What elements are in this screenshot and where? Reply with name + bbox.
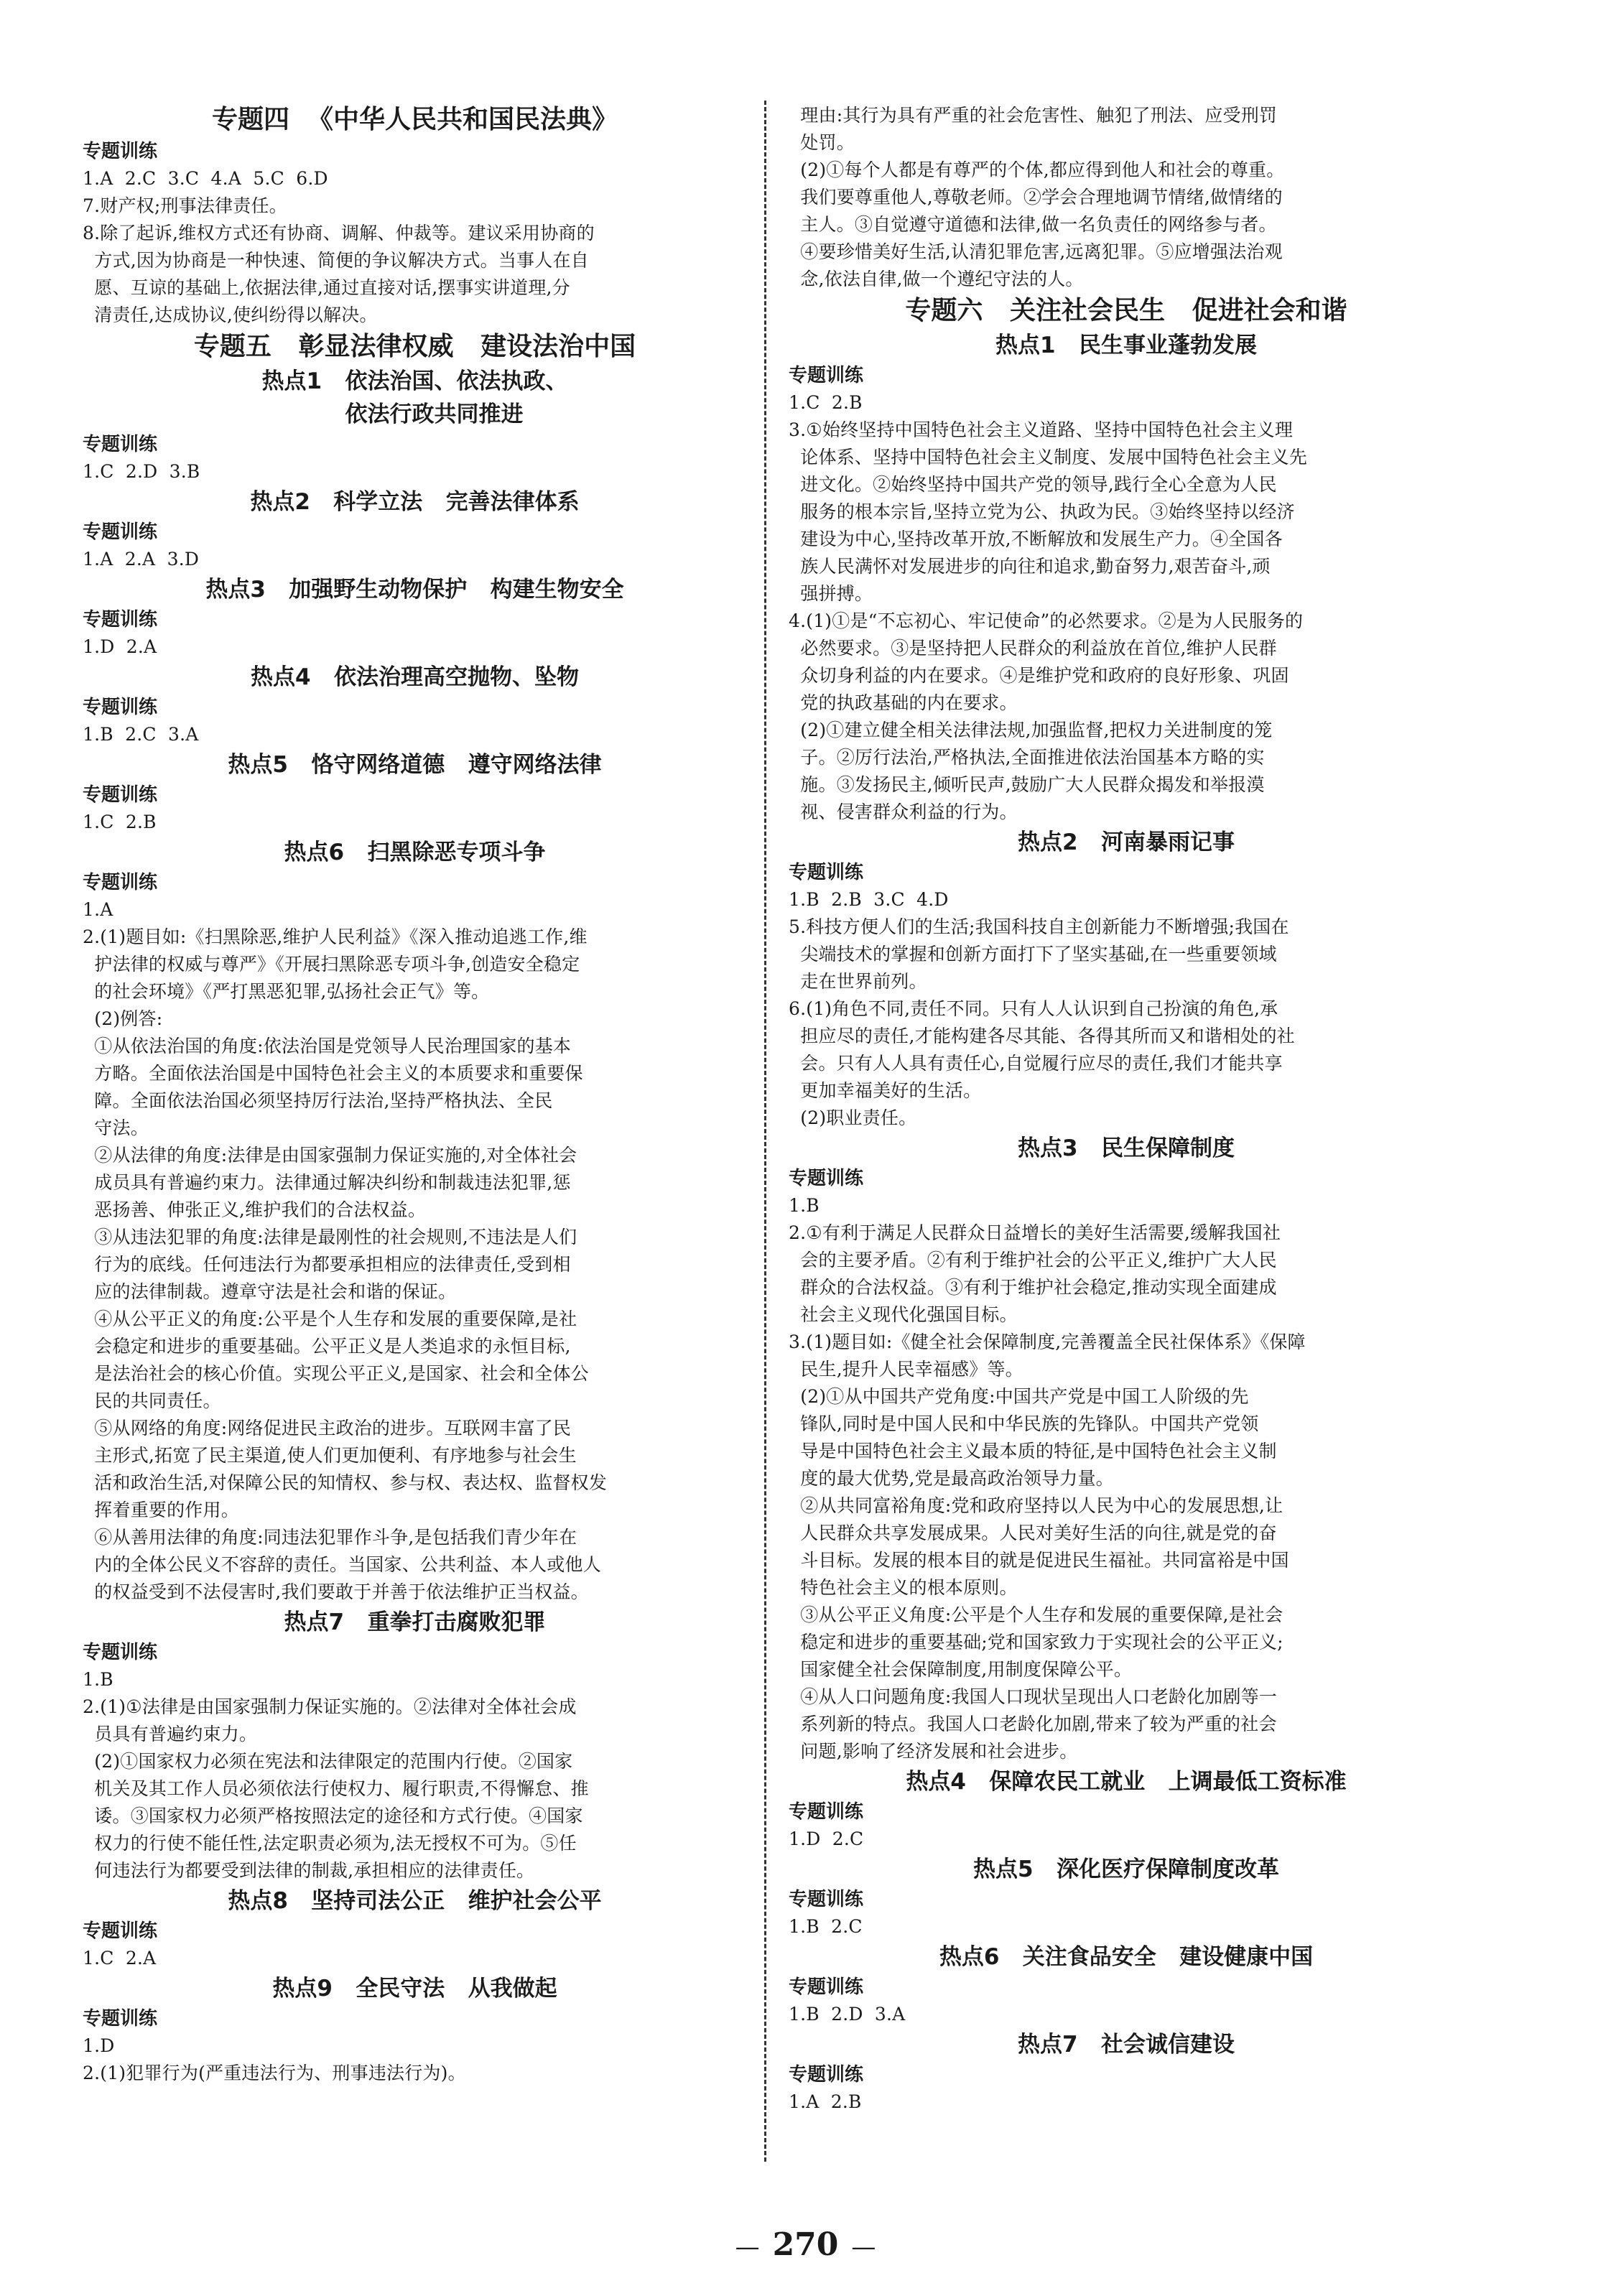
- section-label: 专题训练: [83, 872, 158, 893]
- answer-text: 1.B 2.D 3.A: [789, 2004, 906, 2025]
- section-label: 专题训练: [789, 1168, 864, 1189]
- column-divider: [764, 101, 766, 2162]
- answer-text: 1.D 2.(1)犯罪行为(严重违法行为、刑事违法行为)。: [83, 2035, 466, 2083]
- hotspot-heading: 热点4 依法治理高空抛物、坠物: [251, 664, 579, 690]
- answer-text: 1.B 2.(1)①法律是由国家强制力保证实施的。②法律对全体社会成 员具有普遍约束力。 (2)①国家权力必须在宪法和法律限定的范围内行使。②国家 机关及其工作人员必须依法行使权力、履行职责,不得懈怠、推 诿。③国家权力必须严格按照法定的途径和方式行使。④国家 权力的行使不能任性,法定职责必须为,法无授权不可为。⑤任 何违法行为都要受到法律的制裁,承担相应的法律责任。: [83, 1669, 589, 1881]
- section-label: 专题训练: [83, 434, 158, 455]
- section-label: 专题训练: [789, 2064, 864, 2086]
- section-label: 专题训练: [83, 2008, 158, 2030]
- answer-text: 1.A 2.(1)题目如:《扫黑除恶,维护人民利益》《深入推动追逃工作,维 护法律的权威与尊严》《开展扫黑除恶专项斗争,创造安全稳定 的社会环境》《严打黑恶犯罪,弘扬社会正气》等。 (2)例答: ①从依法治国的角度:依法治国是党领导人民治理国家的基本 方略。全面依法治国是中国特色社会主义的本质要求和重要保 障。全面依法治国必须坚持厉行法治,坚持严格执法、全民 守法。 ②从法律的角度:法律是由国家强制力保证实施的,对全体社会 成员具有普遍约束力。法律通过解决纠纷和制裁违法犯罪,惩 恶扬善、伸张正义,维护我们的合法权益。 ③从违法犯罪的角度:法律是最刚性的社会规则,不违法是人们 行为的底线。任何违法行为都要承担相应的法律责任,受到相 应的法律制裁。遵章守法是社会和谐的保证。 ④从公平正义的角度:公平是个人生存和发展的重要保障,是社 会稳定和进步的重要基础。公平正义是人类追求的永恒目标, 是法治社会的核心价值。实现公平正义,是国家、社会和全体公 民的共同责任。 ⑤从网络的角度:网络促进民主政治的进步。互联网丰富了民 主形式,拓宽了民主渠道,使人们更加便利、有序地参与社会生 活和政治生活,对保障公民的知情权、参与权、表达权、监督权发 挥着重要的作用。 ⑥从善用法律的角度:同违法犯罪作斗争,是包括我们青少年在 内的全体公民义不容辞的责任。当国家、公共利益、本人或他人 的权益受到不法侵害时,我们要敢于并善于依法维护正当权益。: [83, 899, 608, 1602]
- topic-heading: 专题五 彰显法律权威 建设法治中国: [193, 332, 636, 361]
- page-number: 270: [772, 2226, 839, 2263]
- hotspot-heading: 热点7 社会诚信建设: [1018, 2032, 1235, 2058]
- answer-text: 1.B 2.①有利于满足人民群众日益增长的美好生活需要,缓解我国社 会的主要矛盾。②有利于维护社会的公平正义,维护广大人民 群众的合法权益。③有利于维护社会稳定,推动实现全面建成 社会主义现代化强国目标。 3.(1)题目如:《健全社会保障制度,完善覆盖全民社保体系》《保障 民生,提升人民幸福感》等。 (2)①从中国共产党角度:中国共产党是中国工人阶级的先 锋队,同时是中国人民和中华民族的先锋队。中国共产党领 导是中国特色社会主义最本质的特征,是中国特色社会主义制 度的最大优势,党是最高政治领导力量。 ②从共同富裕角度:党和政府坚持以人民为中心的发展思想,让 人民群众共享发展成果。人民对美好生活的向往,就是党的奋 斗目标。发展的根本目的就是促进民生福祉。共同富裕是中国 特色社会主义的根本原则。 ③从公平正义角度:公平是个人生存和发展的重要保障,是社会 稳定和进步的重要基础;党和国家致力于实现社会的公平正义; 国家健全社会保障制度,用制度保障公平。 ④从人口问题角度:我国人口现状呈现出人口老龄化加剧等一 系列新的特点。我国人口老龄化加剧,带来了较为严重的社会 问题,影响了经济发展和社会进步。: [789, 1195, 1306, 1762]
- hotspot-heading: 热点1 民生事业蓬勃发展: [995, 333, 1257, 358]
- section-label: 专题训练: [789, 365, 864, 386]
- answer-text: 1.D 2.A: [83, 636, 157, 657]
- hotspot-heading: 热点6 关注食品安全 建设健康中国: [939, 1944, 1314, 1970]
- answer-text: 1.A 2.C 3.C 4.A 5.C 6.D 7.财产权;刑事法律责任。 8.除了起诉,维权方式还有协商、调解、仲裁等。建议采用协商的 方式,因为协商是一种快速、简便的争议解决方式。当事人在自 愿、互谅的基础上,依据法律,通过直接对话,摆事实讲道理,分 清责任,达成协议,使纠纷得以解决。: [83, 168, 595, 325]
- topic-heading: 专题四 《中华人民共和国民法典》: [211, 105, 618, 134]
- answer-text: 1.C 2.D 3.B: [83, 461, 200, 482]
- section-label: 专题训练: [83, 1920, 158, 1942]
- answer-text: 1.A 2.B: [789, 2091, 862, 2112]
- section-label: 专题训练: [83, 521, 158, 543]
- hotspot-heading: 热点2 科学立法 完善法律体系: [250, 489, 580, 515]
- page-number-dash-left: —: [735, 2233, 760, 2262]
- section-label: 专题训练: [789, 1976, 864, 1998]
- section-label: 专题训练: [83, 784, 158, 806]
- hotspot-heading: 热点1 依法治国、依法执政、 依法行政共同推进: [261, 368, 568, 427]
- page-number-dash-right: —: [851, 2233, 876, 2262]
- section-label: 专题训练: [83, 609, 158, 631]
- hotspot-heading: 热点4 保障农民工就业 上调最低工资标准: [906, 1769, 1347, 1795]
- answer-text: 理由:其行为具有严重的社会危害性、触犯了刑法、应受刑罚 处罚。 (2)①每个人都是有尊严的个体,都应得到他人和社会的尊重。 我们要尊重他人,尊敬老师。②学会合理地调节情绪,做情绪的 主人。③自觉遵守道德和法律,做一名负责任的网络参与者。 ④要珍惜美好生活,认清犯罪危害,远离犯罪。⑤应增强法治观 念,依法自律,做一个遵纪守法的人。: [800, 105, 1285, 289]
- left-column: [83, 102, 747, 2087]
- section-label: 专题训练: [789, 862, 864, 883]
- right-column: [789, 102, 1464, 2116]
- hotspot-heading: 热点8 坚持司法公正 维护社会公平: [228, 1888, 602, 1914]
- page-number-footer: [0, 2226, 1611, 2263]
- section-label: 专题训练: [83, 1642, 158, 1663]
- answer-text: 1.B 2.B 3.C 4.D 5.科技方便人们的生活;我国科技自主创新能力不断增强;我国在 尖端技术的掌握和创新方面打下了坚实基础,在一些重要领域 走在世界前列。 6.(1)角色不同,责任不同。只有人人认识到自己扮演的角色,承 担应尽的责任,才能构建各尽其能、各得其所而又和谐相处的社 会。只有人人具有责任心,自觉履行应尽的责任,我们才能共享 更加幸福美好的生活。 (2)职业责任。: [789, 889, 1295, 1128]
- section-label: 专题训练: [83, 697, 158, 718]
- answer-text: 1.B 2.C 3.A: [83, 724, 199, 745]
- hotspot-heading: 热点3 民生保障制度: [1018, 1135, 1235, 1161]
- answer-text: 1.C 2.A: [83, 1948, 157, 1969]
- section-label: 专题训练: [789, 1801, 864, 1823]
- section-label: 专题训练: [789, 1889, 864, 1910]
- answer-text: 1.B 2.C: [789, 1916, 863, 1937]
- answer-text: 1.C 2.B: [83, 812, 157, 832]
- answer-text: 1.A 2.A 3.D: [83, 549, 200, 570]
- answer-text: 1.C 2.B 3.①始终坚持中国特色社会主义道路、坚持中国特色社会主义理 论体系、坚持中国特色社会主义制度、发展中国特色社会主义先 进文化。②始终坚持中国共产党的领导,践行全心全意为人民 服务的根本宗旨,坚持立党为公、执政为民。③始终坚持以经济 建设为中心,坚持改革开放,不断解放和发展生产力。④全国各 族人民满怀对发展进步的向往和追求,勤奋努力,艰苦奋斗,顽 强拼搏。 4.(1)①是“不忘初心、牢记使命”的必然要求。②是为人民服务的 必然要求。③是坚持把人民群众的利益放在首位,维护人民群 众切身利益的内在要求。④是维护党和政府的良好形象、巩固 党的执政基础的内在要求。 (2)①建立健全相关法律法规,加强监督,把权力关进制度的笼 子。②厉行法治,严格执法,全面推进依法治国基本方略的实 施。③发扬民主,倾听民声,鼓励广大人民群众揭发和举报漠 视、侵害群众利益的行为。: [789, 392, 1307, 822]
- hotspot-heading: 热点6 扫黑除恶专项斗争: [284, 840, 546, 865]
- hotspot-heading: 热点5 恪守网络道德 遵守网络法律: [228, 752, 602, 778]
- hotspot-heading: 热点5 深化医疗保障制度改革: [973, 1856, 1279, 1882]
- hotspot-heading: 热点7 重拳打击腐败犯罪: [284, 1609, 546, 1635]
- answer-text: 1.D 2.C: [789, 1828, 864, 1849]
- hotspot-heading: 热点3 加强野生动物保护 构建生物安全: [205, 577, 624, 603]
- section-label: 专题训练: [83, 141, 158, 162]
- hotspot-heading: 热点2 河南暴雨记事: [1018, 829, 1235, 855]
- topic-heading: 专题六 关注社会民生 促进社会和谐: [905, 296, 1347, 325]
- hotspot-heading: 热点9 全民守法 从我做起: [272, 1976, 557, 2002]
